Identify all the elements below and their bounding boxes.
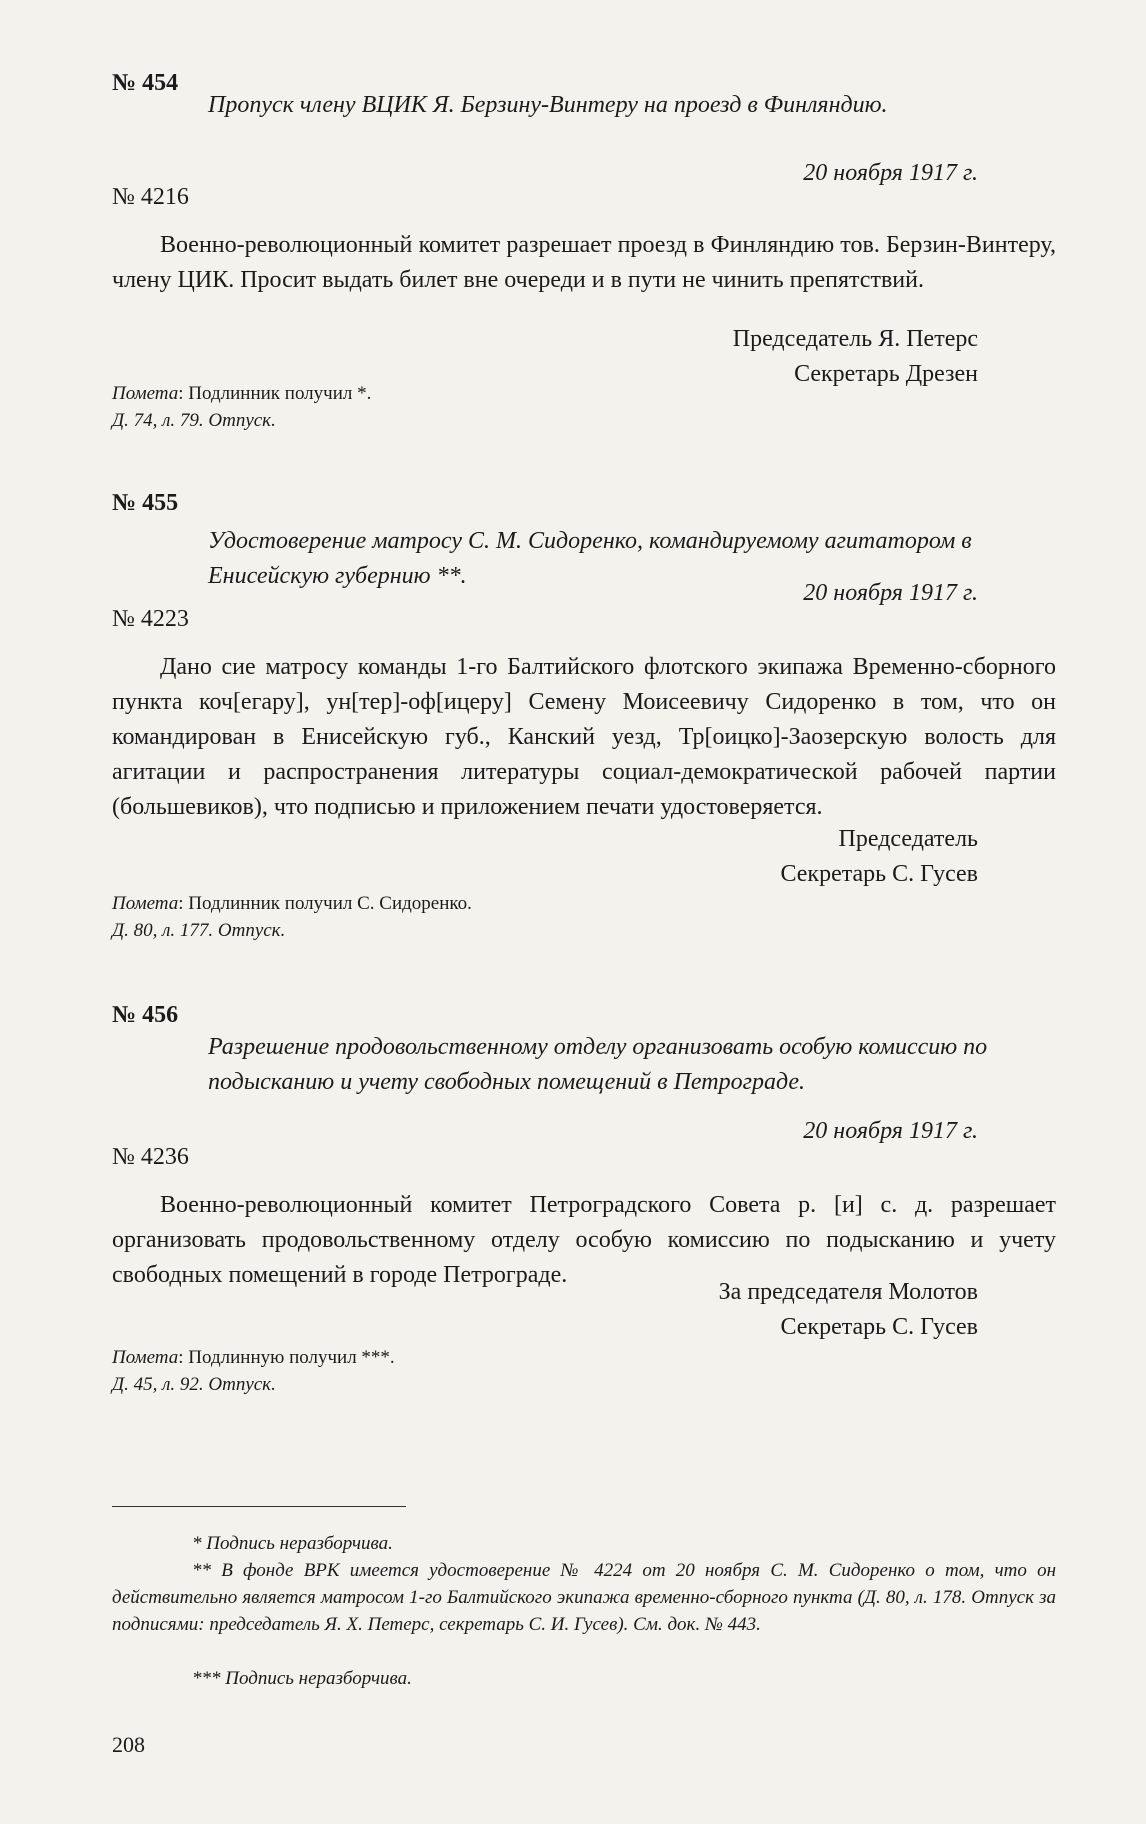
document-date: 20 ноября 1917 г. [803,580,978,606]
document-body: Военно-революционный комитет Петроградского Совета р. [и] с. д. разрешает организовать продовольственному отделу особую комиссию по подысканию и учету свободных помещений в городе Петрограде. [112,1192,1056,1288]
receipt-note [112,380,371,407]
signature-secretary: Секретарь Дрезен [794,361,978,387]
receipt-note [112,1344,395,1371]
document-number: № 454 [112,70,179,96]
archive-reference: Д. 80, л. 177. Отпуск. [112,920,286,941]
signature-chairman: За председателя Молотов [718,1279,978,1305]
document-title: Разрешение продовольственному отделу организовать особую комиссию по подысканию и учету свободных помещений в Петрограде. [208,1034,988,1095]
document-date: 20 ноября 1917 г. [803,160,978,186]
signature-secretary: Секретарь С. Гусев [780,861,978,887]
document-number: № 456 [112,1002,179,1028]
signature-chairman: Председатель Я. Петерс [732,326,978,352]
signature-secretary: Секретарь С. Гусев [780,1314,978,1340]
note-label: Помета [112,1347,179,1368]
document-date: 20 ноября 1917 г. [803,1118,978,1144]
note-label: Помета [112,893,179,914]
note-text: : Подлинник получил *. [178,383,372,404]
page-number: 208 [112,1732,145,1757]
document-body: Военно-революционный комитет разрешает проезд в Финляндию тов. Берзин-Винтеру, члену ЦИК. Просит выдать билет вне очереди и в пути не чинить препятствий. [112,232,1056,293]
footnote-3: *** Подпись неразборчива. [192,1668,412,1689]
archive-reference: Д. 74, л. 79. Отпуск. [112,410,276,431]
document-body: Дано сие матросу команды 1-го Балтийского флотского экипажа Временно-сборного пункта коч[егару], ун[тер]-оф[ицеру] Семену Моисеевичу Сидоренко в том, что он командирован в Енисейскую губ., Канский уезд, Тр[оицко]-Заозерскую волость для агитации и распространения литературы социал-демократической рабочей партии (большевиков), что подписью и приложением печати удостоверяется. [112,654,1056,820]
note-text: : Подлинную получил ***. [178,1347,395,1368]
footnote-divider [112,1506,406,1507]
archive-reference: Д. 45, л. 92. Отпуск. [112,1374,276,1395]
footnote-2: ** В фонде ВРК имеется удостоверение № 4224 от 20 ноября С. М. Сидоренко о том, что он действительно является матросом 1-го Балтийского экипажа временно-сборного пункта (Д. 80, л. 178. Отпуск за подписями: председатель Я. Х. Петерс, секретарь С. И. Гусев). См. док. № 443. [112,1560,1056,1635]
document-number: № 455 [112,490,179,516]
document-title: Пропуск члену ВЦИК Я. Берзину-Винтеру на проезд в Финляндию. [208,92,888,118]
footnote-1: * Подпись неразборчива. [192,1533,393,1554]
registration-number: № 4216 [112,184,189,210]
note-text: : Подлинник получил С. Сидоренко. [178,893,472,914]
registration-number: № 4236 [112,1144,189,1170]
receipt-note [112,890,472,917]
registration-number: № 4223 [112,606,189,632]
document-title: Удостоверение матросу С. М. Сидоренко, командируемому агитатором в Енисейскую губернию **. [208,528,972,589]
signature-chairman: Председатель [838,826,978,852]
note-label: Помета [112,383,179,404]
